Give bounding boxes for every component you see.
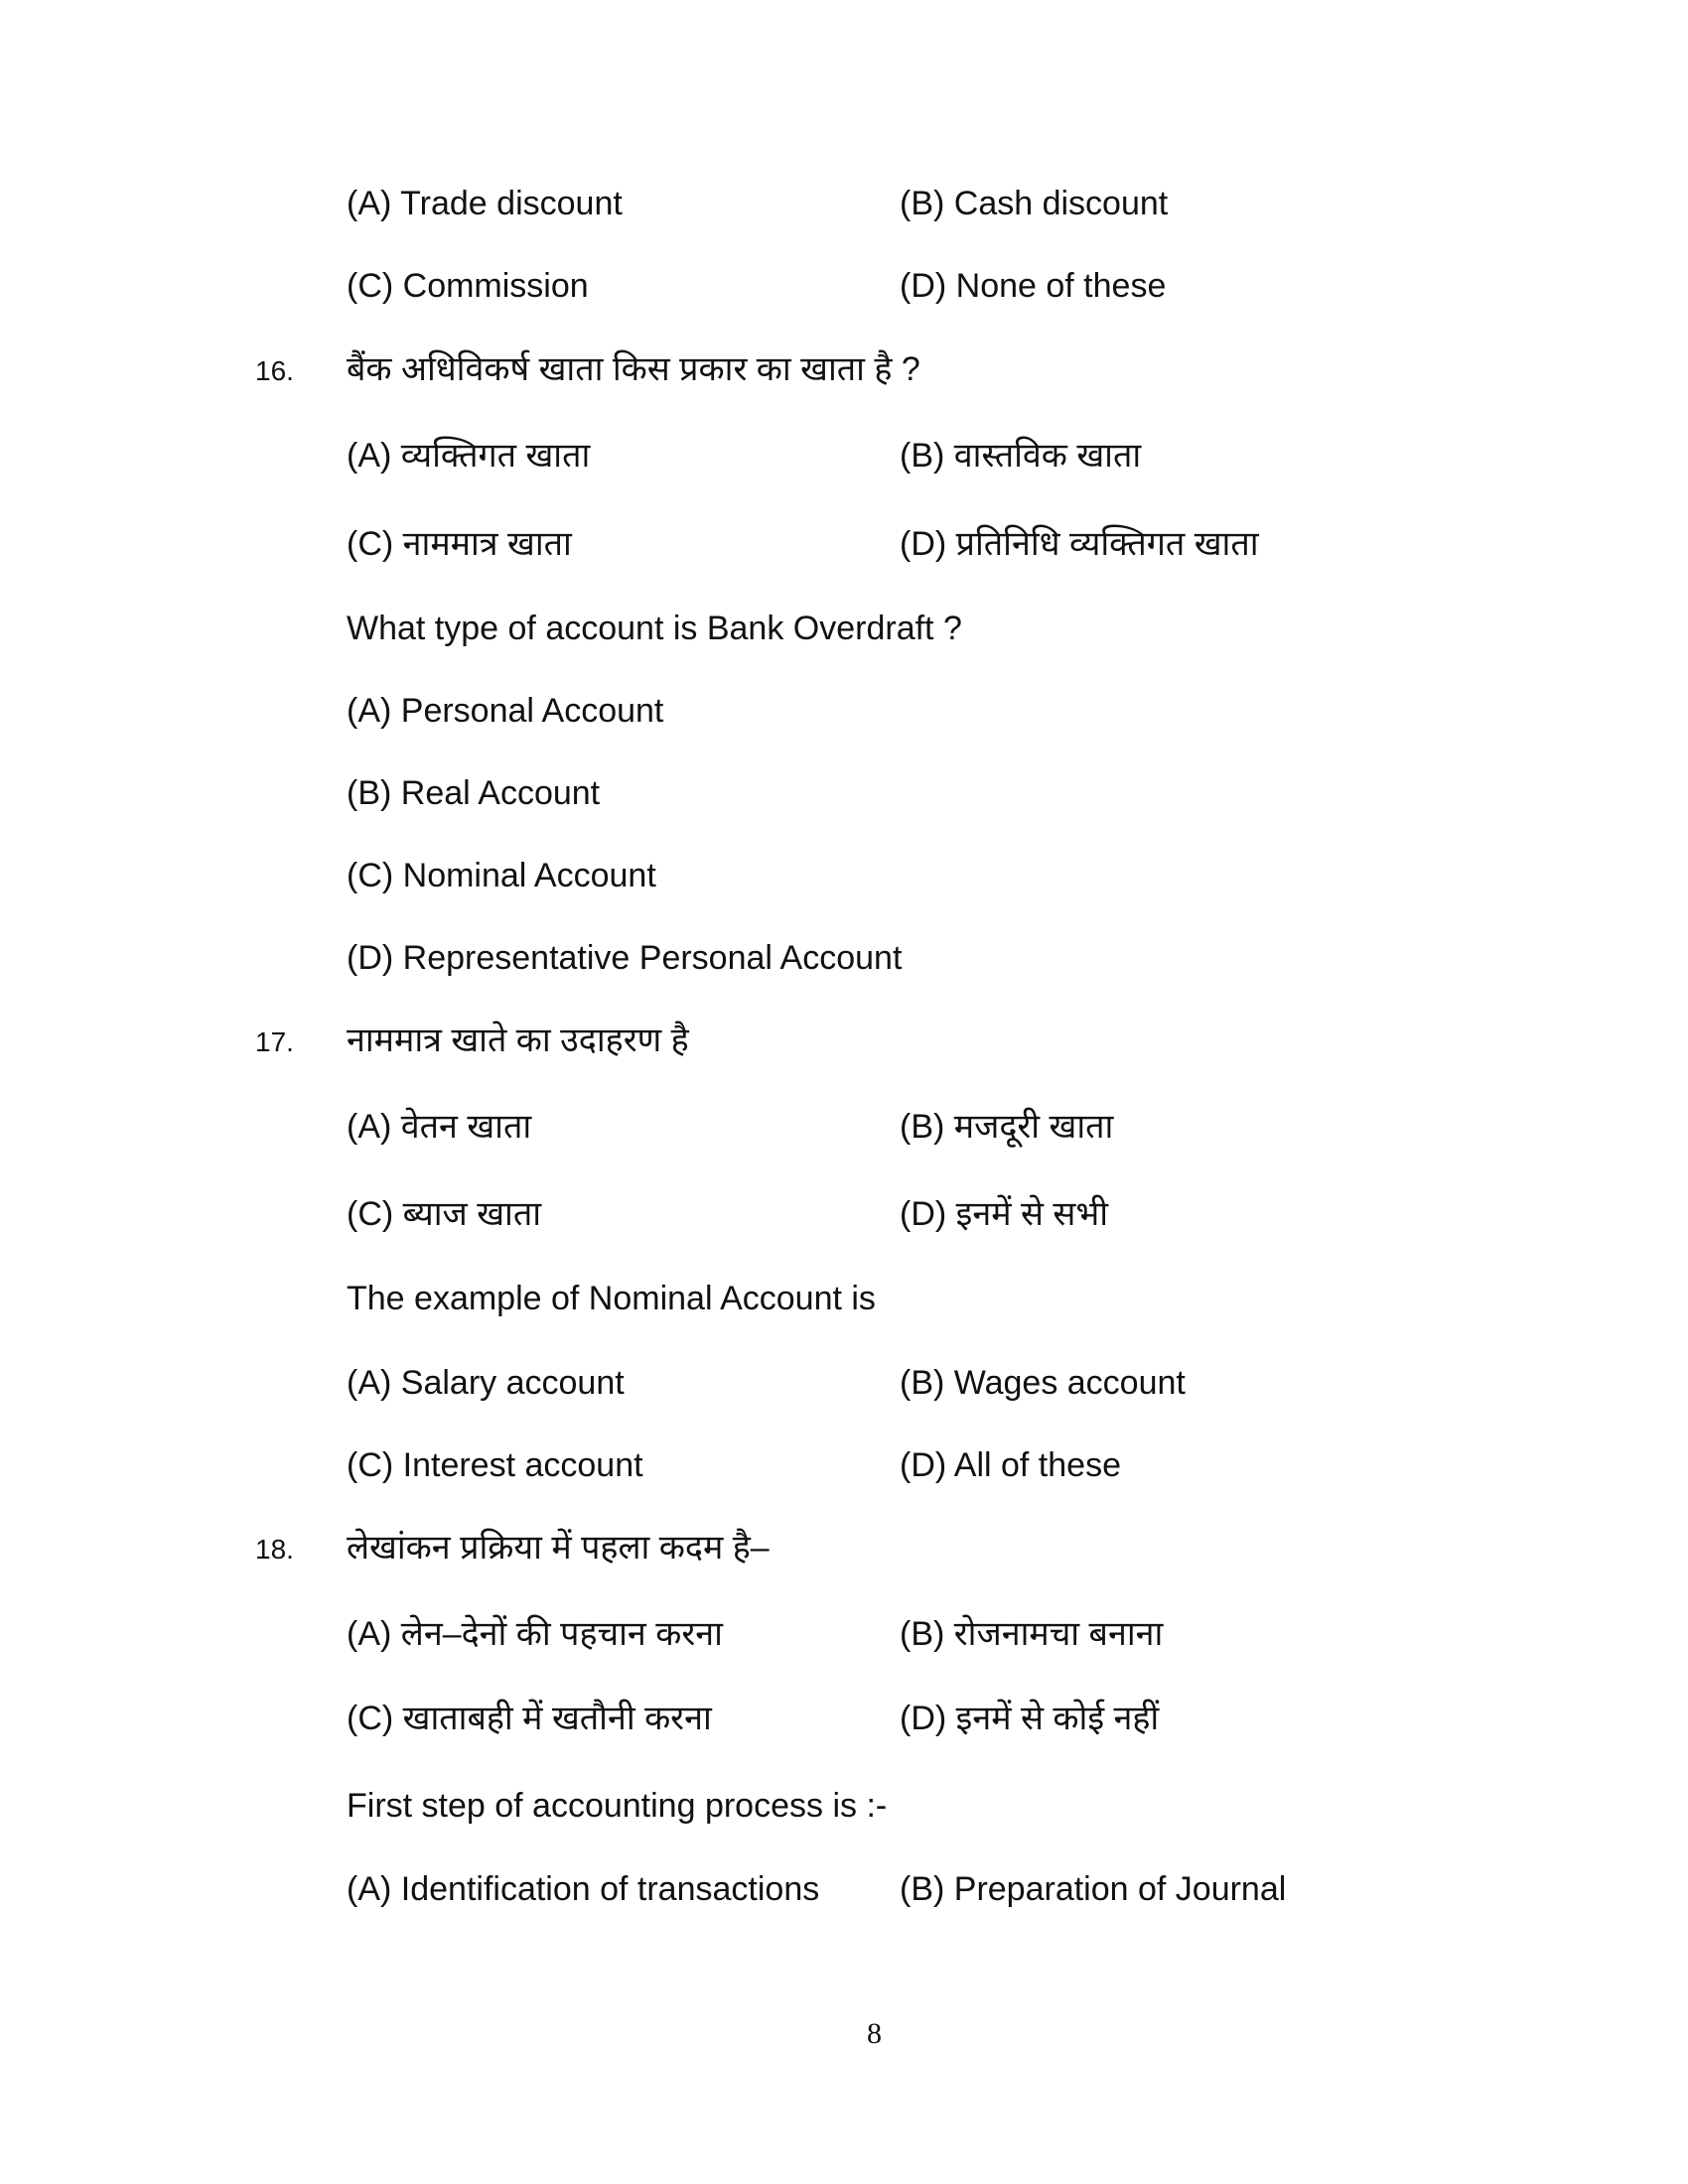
option-c-english: (C) Interest account xyxy=(347,1446,643,1484)
option-b-hindi: (B) रोजनामचा बनाना xyxy=(900,1615,1164,1653)
question-number: 16. xyxy=(255,355,294,386)
option-c: (C) Commission xyxy=(347,267,589,305)
option-c-english: (C) Nominal Account xyxy=(347,857,656,894)
question-text-hindi: बैंक अधिविकर्ष खाता किस प्रकार का खाता है ? xyxy=(347,350,920,388)
option-d: (D) None of these xyxy=(900,267,1167,305)
option-a-hindi: (A) व्यक्तिगत खाता xyxy=(347,437,591,475)
question-number: 18. xyxy=(255,1534,294,1565)
option-a-english: (A) Personal Account xyxy=(347,692,664,730)
question-number: 17. xyxy=(255,1026,294,1057)
option-a: (A) Trade discount xyxy=(347,185,623,222)
option-c-hindi: (C) ब्याज खाता xyxy=(347,1195,542,1233)
question-text-english: What type of account is Bank Overdraft ? xyxy=(347,610,962,647)
option-c-hindi: (C) खाताबही में खतौनी करना xyxy=(347,1700,712,1737)
option-b-hindi: (B) मजदूरी खाता xyxy=(900,1108,1114,1146)
question-text-hindi: लेखांकन प्रक्रिया में पहला कदम है– xyxy=(347,1529,770,1567)
question-text-english: First step of accounting process is :- xyxy=(347,1787,888,1825)
option-a-english: (A) Salary account xyxy=(347,1364,625,1402)
option-b-english: (B) Wages account xyxy=(900,1364,1186,1402)
option-d-hindi: (D) इनमें से कोई नहीं xyxy=(900,1700,1160,1737)
question-text-hindi: नाममात्र खाते का उदाहरण है xyxy=(347,1022,689,1059)
page-number: 8 xyxy=(867,2017,882,2050)
question-text-english: The example of Nominal Account is xyxy=(347,1280,876,1317)
option-d-hindi: (D) इनमें से सभी xyxy=(900,1195,1109,1233)
option-b: (B) Cash discount xyxy=(900,185,1169,222)
option-b-english: (B) Real Account xyxy=(347,774,601,812)
option-c-hindi: (C) नाममात्र खाता xyxy=(347,525,572,563)
option-d-english: (D) Representative Personal Account xyxy=(347,939,903,977)
option-d-hindi: (D) प्रतिनिधि व्यक्तिगत खाता xyxy=(900,525,1259,563)
option-d-english: (D) All of these xyxy=(900,1446,1121,1484)
option-b-english: (B) Preparation of Journal xyxy=(900,1870,1287,1908)
option-a-hindi: (A) लेन–देनों की पहचान करना xyxy=(347,1615,723,1653)
option-a-english: (A) Identification of transactions xyxy=(347,1870,820,1908)
option-b-hindi: (B) वास्तविक खाता xyxy=(900,437,1142,475)
option-a-hindi: (A) वेतन खाता xyxy=(347,1108,532,1146)
